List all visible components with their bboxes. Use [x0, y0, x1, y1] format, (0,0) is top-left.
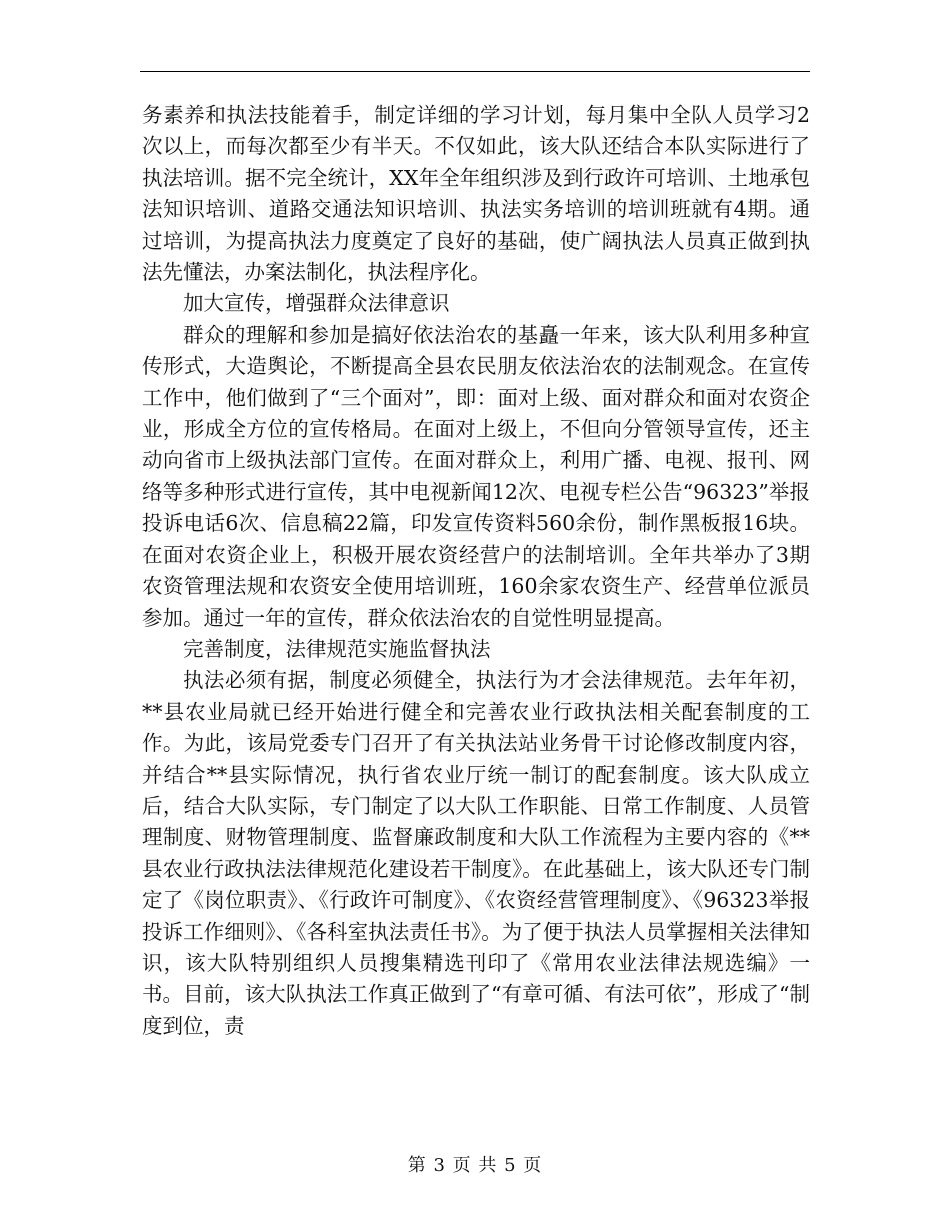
paragraph-publicity: 群众的理解和参加是搞好依法治农的基矗一年来，该大队利用多种宣传形式，大造舆论，不断提高全县农民朋友依法治农的法制观念。在宣传工作中，他们做到了“三个面对”，即：面对上级、面对群众和面对农资企业，形成全方位的宣传格局。在面对上级上，不但向分管领导宣传，还主动向省市上级执法部门宣传。在面对群众上，利用广播、电视、报刊、网络等多种形式进行宣传，其中电视新闻12次、电视专栏公告“96323”举报投诉电话6次、信息稿22篇，印发宣传资料560余份，制作黑板报16块。在面对农资企业上，积极开展农资经营户的法制培训。全年共举办了3期农资管理法规和农资安全使用培训班，160余家农资生产、经营单位派员参加。通过一年的宣传，群众依法治农的自觉性明显提高。	[142, 322, 810, 630]
header-rule	[140, 71, 810, 72]
section-heading-system: 完善制度，法律规范实施监督执法	[183, 636, 491, 661]
paragraph-system: 执法必须有据，制度必须健全，执法行为才会法律规范。去年年初，**县农业局就已经开始进行健全和完善农业行政执法相关配套制度的工作。为此，该局党委专门召开了有关执法站业务骨干讨论修改制度内容，并结合**县实际情况，执行省农业厅统一制订的配套制度。该大队成立后，结合大队实际，专门制定了以大队工作职能、日常工作制度、人员管理制度、财物管理制度、监督廉政制度和大队工作流程为主要内容的《**县农业行政执法法律规范化建设若干制度》。在此基础上，该大队还专门制定了《岗位职责》、《行政许可制度》、《农资经营管理制度》、《96323举报投诉工作细则》、《各科室执法责任书》。为了便于执法人员掌握相关法律知识，该大队特别组织人员搜集精选刊印了《常用农业法律法规选编》一书。目前，该大队执法工作真正做到了“有章可循、有法可依”，形成了“制度到位，责	[142, 668, 810, 1038]
paragraph-training-continued: 务素养和执法技能着手，制定详细的学习计划，每月集中全队人员学习2次以上，而每次都至少有半天。不仅如此，该大队还结合本队实际进行了执法培训。据不完全统计，XX年全年组织涉及到行政许可培训、土地承包法知识培训、道路交通法知识培训、执法实务培训的培训班就有4期。通过培训，为提高执法力度奠定了良好的基础，使广阔执法人员真正做到执法先懂法，办案法制化，执法程序化。	[142, 103, 810, 285]
document-body	[142, 100, 810, 1042]
page-number-footer: 第 3 页 共 5 页	[407, 1155, 543, 1176]
section-heading-publicity: 加大宣传，增强群众法律意识	[183, 291, 450, 316]
